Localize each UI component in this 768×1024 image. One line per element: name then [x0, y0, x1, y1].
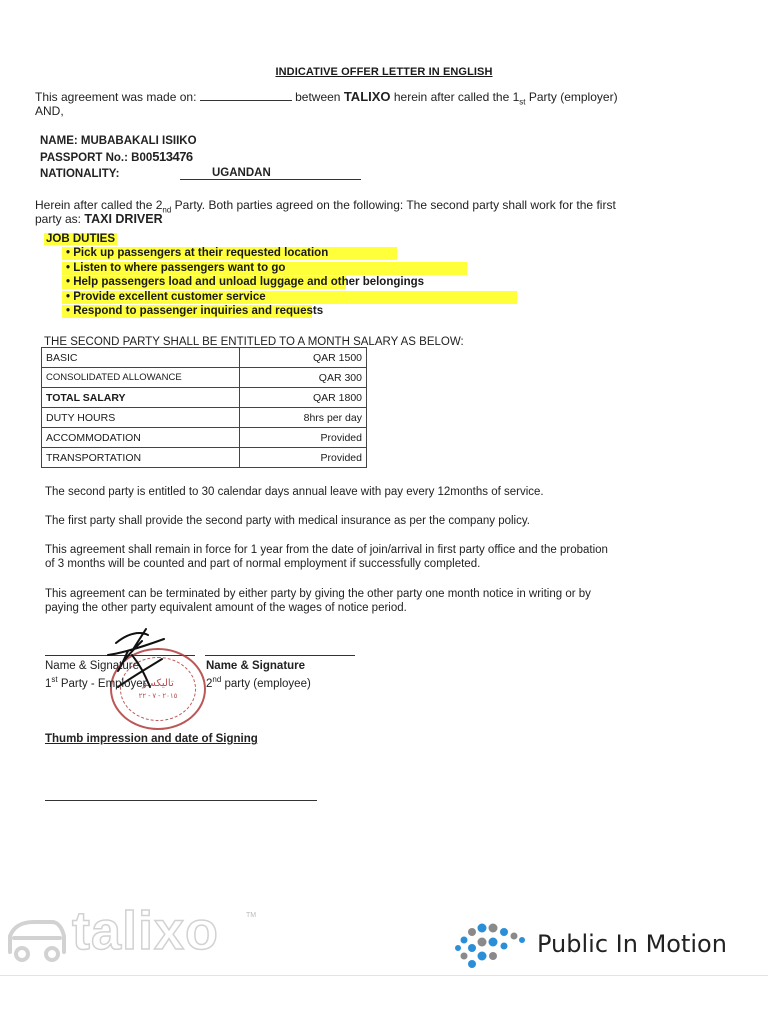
herein-sup: st — [519, 97, 526, 107]
public-in-motion-logo-icon — [450, 918, 530, 972]
table-row — [42, 348, 367, 368]
stamp-date: ٢٠١٥ - ٧ - ٢٢ — [138, 693, 178, 700]
employer-sub-text: Party - Employer — [60, 677, 147, 690]
salary-label: TOTAL SALARY — [42, 388, 240, 408]
salary-value: Provided — [240, 448, 367, 468]
company-name: TALIXO — [343, 89, 391, 104]
duty-item: • Help passengers load and unload luggage and other belongings — [44, 275, 424, 290]
salary-value: QAR 1500 — [240, 348, 367, 368]
employer-sub-sup: st — [51, 675, 58, 684]
duty-text: Provide excellent customer service — [73, 290, 266, 303]
salary-value: Provided — [240, 428, 367, 448]
table-row — [42, 408, 367, 428]
duty-item: • Pick up passengers at their requested location — [44, 246, 424, 261]
employer-signature-label: Name & Signature — [45, 660, 139, 672]
salary-label: TRANSPORTATION — [42, 448, 240, 468]
party-as-line — [35, 212, 163, 226]
passport-number: 513476 — [152, 149, 193, 164]
second-party-pre: Herein after called the 2 — [35, 198, 163, 212]
termination-clause-line1: This agreement can be terminated by either party by giving the other party one month notice in writing or by — [45, 588, 591, 600]
and-text: AND, — [35, 104, 64, 118]
insurance-clause: The first party shall provide the second party with medical insurance as per the company policy. — [45, 515, 530, 527]
agreement-intro — [35, 90, 735, 109]
table-row — [42, 448, 367, 468]
employer-sub-label — [45, 673, 146, 691]
passport-prefix: B00 — [131, 152, 153, 164]
salary-value: QAR 300 — [240, 368, 367, 388]
term-clause-line1: This agreement shall remain in force for 1 year from the date of join/arrival in first party office and the probation — [45, 544, 608, 556]
duty-item: • Respond to passenger inquiries and requests — [44, 304, 424, 319]
name-label: NAME: — [40, 135, 78, 147]
employee-sub-sup: nd — [212, 675, 222, 684]
salary-value: 8hrs per day — [240, 408, 367, 428]
employee-sub-label — [206, 673, 311, 691]
employee-sub-text: party (employee) — [224, 677, 311, 690]
duty-item: • Listen to where passengers want to go — [44, 261, 424, 276]
salary-label: DUTY HOURS — [42, 408, 240, 428]
table-row — [42, 428, 367, 448]
name-value: MUBABAKALI ISIIKO — [80, 135, 197, 147]
passport-label: PASSPORT No.: — [40, 152, 128, 164]
table-row — [42, 388, 367, 408]
term-clause-line2: of 3 months will be counted and part of normal employment if successfully completed. — [45, 558, 481, 570]
salary-table — [41, 347, 367, 468]
date-blank — [200, 90, 292, 101]
termination-clause-line2: paying the other party equivalent amount of the wages of notice period. — [45, 602, 407, 614]
made-on-label: This agreement was made on: — [35, 90, 197, 104]
employee-signature-line — [205, 655, 355, 656]
second-party-post: Party. Both parties agreed on the following: The second party shall work for the first — [174, 198, 616, 212]
talixo-logo: talixo — [72, 901, 220, 961]
duty-text: Listen to where passengers want to go — [73, 261, 286, 274]
party-as-label: party as: — [35, 212, 82, 226]
duty-item: • Provide excellent customer service — [44, 290, 424, 305]
between-text: between — [295, 90, 341, 104]
employer-sub-num: 1 — [45, 677, 52, 690]
duty-text: Help passengers load and unload luggage and other belongings — [73, 276, 425, 288]
document-title: INDICATIVE OFFER LETTER IN ENGLISH — [275, 66, 493, 78]
second-party-sup: nd — [162, 205, 172, 215]
salary-label: CONSOLIDATED ALLOWANCE — [42, 368, 240, 388]
nationality-label: NATIONALITY: — [40, 168, 120, 180]
salary-value: QAR 1800 — [240, 388, 367, 408]
employee-name-line — [40, 134, 197, 148]
salary-label: BASIC — [42, 348, 240, 368]
table-row — [42, 368, 367, 388]
herein-text: herein after called the 1 — [393, 90, 520, 104]
nationality-value: UGANDAN — [212, 167, 271, 179]
car-logo-icon — [4, 912, 68, 964]
position-title: TAXI DRIVER — [84, 212, 163, 226]
passport-line — [40, 150, 193, 165]
job-duties-heading: JOB DUTIES — [46, 233, 116, 245]
salary-label: ACCOMMODATION — [42, 428, 240, 448]
employee-signature-label: Name & Signature — [206, 660, 306, 672]
stamp-text: تاليكسو — [142, 678, 174, 689]
herein-post: Party (employer) — [528, 90, 618, 104]
duty-text: Pick up passengers at their requested location — [73, 247, 329, 259]
trademark-mark: TM — [246, 912, 257, 919]
thumb-signature-line — [45, 800, 317, 801]
job-duties — [44, 233, 424, 319]
duty-text: Respond to passenger inquiries and requests — [73, 305, 324, 317]
public-in-motion-text: Public In Motion — [537, 930, 727, 958]
employee-sub-num: 2 — [206, 677, 213, 690]
salary-heading: THE SECOND PARTY SHALL BE ENTITLED TO A MONTH SALARY AS BELOW: — [44, 336, 464, 348]
footer-divider — [0, 975, 768, 976]
leave-clause: The second party is entitled to 30 calendar days annual leave with pay every 12months of service. — [45, 486, 544, 498]
thumb-impression-label: Thumb impression and date of Signing — [45, 733, 258, 745]
